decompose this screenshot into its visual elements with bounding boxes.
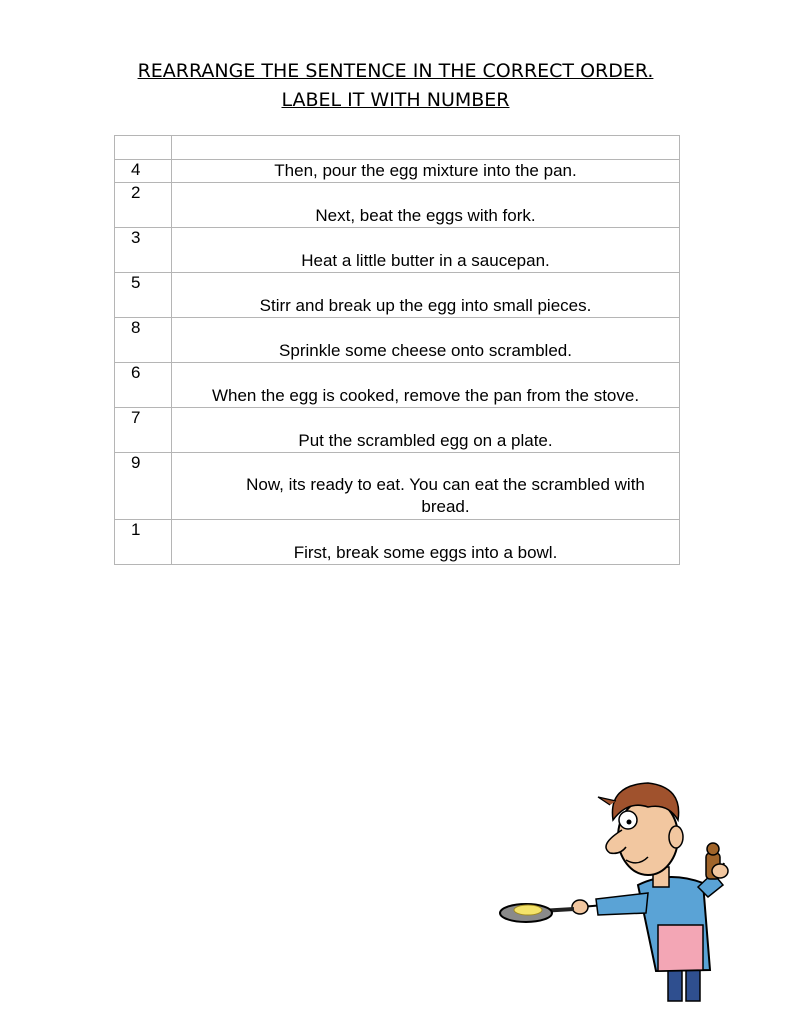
worksheet-subtitle: LABEL IT WITH NUMBER: [281, 89, 510, 111]
row-sentence: When the egg is cooked, remove the pan from the stove.: [211, 386, 640, 405]
table-row: [115, 453, 680, 520]
table-row: [115, 363, 680, 408]
row-number: 8: [131, 318, 141, 337]
sentence-order-table: [114, 135, 680, 565]
row-number: 1: [131, 520, 141, 539]
row-number: 7: [131, 408, 141, 427]
row-sentence: First, break some eggs into a bowl.: [293, 543, 558, 562]
table-row: [115, 273, 680, 318]
worksheet-title: REARRANGE THE SENTENCE IN THE CORRECT ORDER.: [137, 60, 654, 82]
row-sentence: Now, its ready to eat. You can eat the scrambled with bread.: [246, 475, 645, 516]
row-number: 3: [131, 228, 141, 247]
table-row: [115, 408, 680, 453]
cartoon-cook-icon: [498, 775, 748, 1005]
row-sentence: Next, beat the eggs with fork.: [315, 206, 536, 225]
row-sentence: Then, pour the egg mixture into the pan.: [274, 161, 577, 180]
table-row: [115, 318, 680, 363]
table-row: [115, 228, 680, 273]
row-number: 9: [131, 453, 141, 472]
row-sentence: Heat a little butter in a saucepan.: [301, 251, 550, 270]
row-number: 4: [131, 160, 141, 179]
table-row: [115, 160, 680, 183]
table-row: [115, 183, 680, 228]
row-number: 2: [131, 183, 141, 202]
row-sentence: [172, 136, 680, 160]
row-number: [115, 136, 172, 160]
table-row: [115, 136, 680, 160]
row-number: 6: [131, 363, 141, 382]
table-row: [115, 520, 680, 565]
row-sentence: Put the scrambled egg on a plate.: [298, 431, 553, 450]
row-number: 5: [131, 273, 141, 292]
row-sentence: Sprinkle some cheese onto scrambled.: [279, 341, 572, 360]
row-sentence: Stirr and break up the egg into small pieces.: [259, 296, 592, 315]
